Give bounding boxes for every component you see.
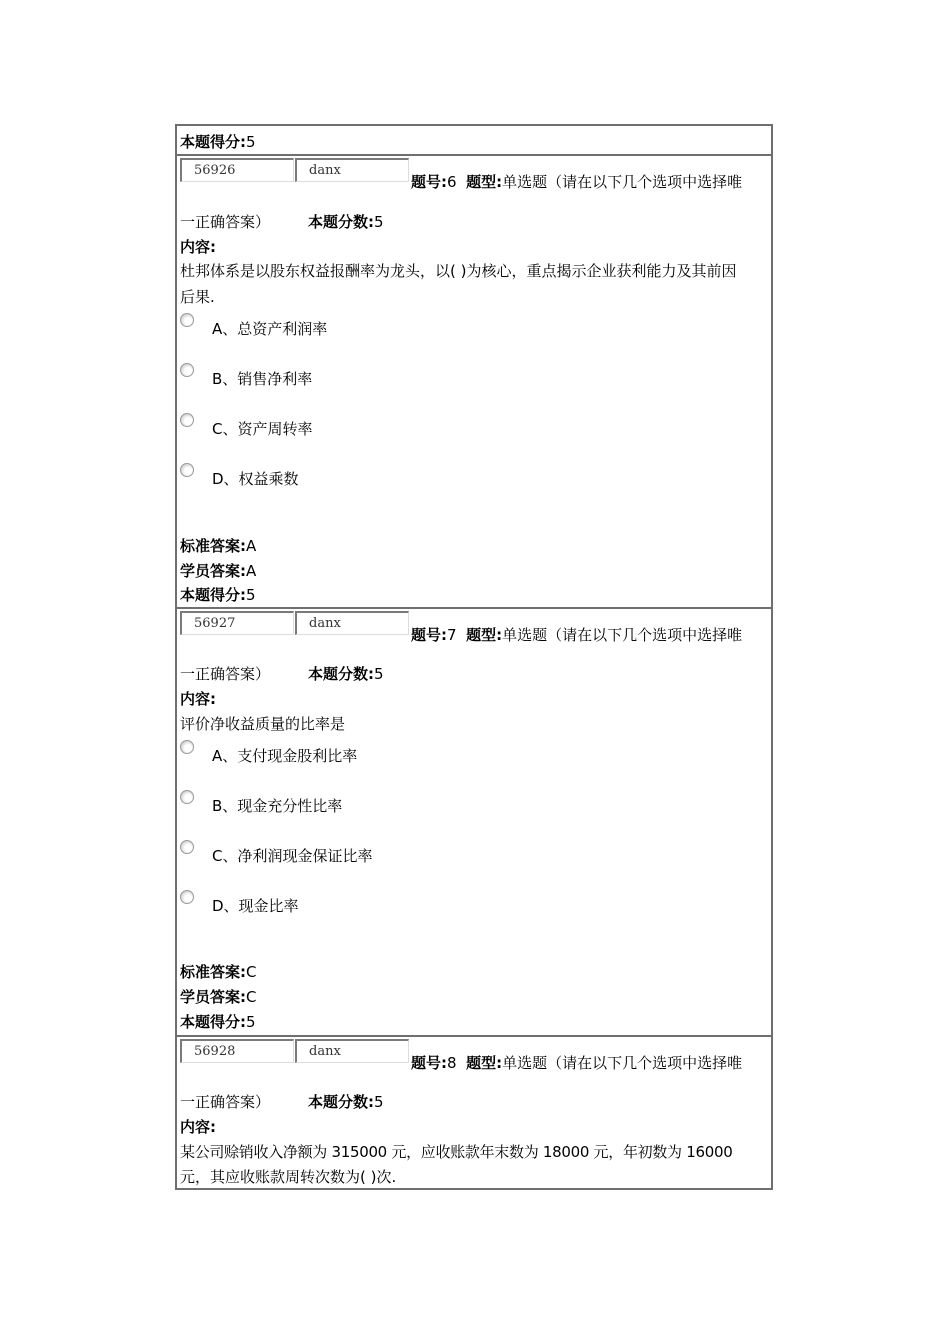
option-label-a[interactable]: A、总资产利润率 (212, 320, 328, 338)
question-number: 8 (447, 1054, 457, 1072)
option-label-a[interactable]: A、支付现金股利比率 (212, 747, 358, 765)
question-number: 6 (447, 173, 457, 191)
question-header: 题号:8 题型:单选题（请在以下几个选项中选择唯 (411, 1054, 743, 1072)
option-radio-a[interactable] (180, 740, 194, 754)
question-points: 5 (374, 213, 384, 231)
score-value: 5 (246, 586, 256, 604)
student-answer-line: 学员答案:A (180, 562, 257, 580)
row-separator (177, 607, 771, 609)
score-line: 本题得分:5 (180, 1013, 256, 1031)
option-label-d[interactable]: D、现金比率 (212, 897, 299, 915)
option-radio-c[interactable] (180, 413, 194, 427)
content-label: 内容: (180, 690, 216, 708)
row-separator (177, 154, 771, 156)
question-code-field[interactable]: danx (295, 1039, 409, 1063)
top-score-line: 本题得分:5 (180, 133, 256, 151)
question-code-field[interactable]: danx (295, 611, 409, 635)
standard-answer-value: A (246, 537, 257, 555)
option-label-c[interactable]: C、资产周转率 (212, 420, 313, 438)
standard-answer-value: C (246, 963, 257, 981)
question-type: 单选题（请在以下几个选项中选择唯 (502, 1054, 743, 1072)
question-id-field[interactable]: 56927 (180, 611, 294, 635)
question-content-continued: 元，其应收账款周转次数为( )次. (180, 1168, 397, 1186)
standard-answer-line: 标准答案:A (180, 537, 257, 555)
question-header: 题号:7 题型:单选题（请在以下几个选项中选择唯 (411, 626, 743, 644)
option-label-d[interactable]: D、权益乘数 (212, 470, 299, 488)
score-value: 5 (246, 1013, 256, 1031)
question-code-field[interactable]: danx (295, 158, 409, 182)
question-content-continued: 后果. (180, 288, 215, 306)
student-answer-line: 学员答案:C (180, 988, 257, 1006)
option-label-c[interactable]: C、净利润现金保证比率 (212, 847, 373, 865)
content-label: 内容: (180, 238, 216, 256)
question-content: 评价净收益质量的比率是 (180, 715, 346, 733)
question-content: 杜邦体系是以股东权益报酬率为龙头，以( )为核心，重点揭示企业获利能力及其前因 (180, 262, 737, 280)
question-type: 单选题（请在以下几个选项中选择唯 (502, 173, 743, 191)
score-line: 本题得分:5 (180, 586, 256, 604)
content-label: 内容: (180, 1118, 216, 1136)
standard-answer-line: 标准答案:C (180, 963, 257, 981)
question-type-continued: 一正确答案） 本题分数:5 (180, 213, 384, 231)
option-label-b[interactable]: B、现金充分性比率 (212, 797, 343, 815)
option-radio-b[interactable] (180, 363, 194, 377)
student-answer-value: A (246, 562, 257, 580)
row-separator (177, 1035, 771, 1037)
question-id-field[interactable]: 56928 (180, 1039, 294, 1063)
question-type: 单选题（请在以下几个选项中选择唯 (502, 626, 743, 644)
question-type-continued: 一正确答案） 本题分数:5 (180, 665, 384, 683)
question-type-continued: 一正确答案） 本题分数:5 (180, 1093, 384, 1111)
option-label-b[interactable]: B、销售净利率 (212, 370, 313, 388)
student-answer-value: C (246, 988, 257, 1006)
question-points: 5 (374, 665, 384, 683)
question-header: 题号:6 题型:单选题（请在以下几个选项中选择唯 (411, 173, 743, 191)
top-score-value: 5 (246, 133, 256, 151)
exam-results-frame (175, 124, 773, 1190)
question-id-field[interactable]: 56926 (180, 158, 294, 182)
option-radio-b[interactable] (180, 790, 194, 804)
option-radio-a[interactable] (180, 313, 194, 327)
question-content: 某公司赊销收入净额为 315000 元，应收账款年末数为 18000 元，年初数为 16000 (180, 1143, 733, 1161)
option-radio-d[interactable] (180, 890, 194, 904)
question-points: 5 (374, 1093, 384, 1111)
question-number: 7 (447, 626, 457, 644)
option-radio-c[interactable] (180, 840, 194, 854)
option-radio-d[interactable] (180, 463, 194, 477)
